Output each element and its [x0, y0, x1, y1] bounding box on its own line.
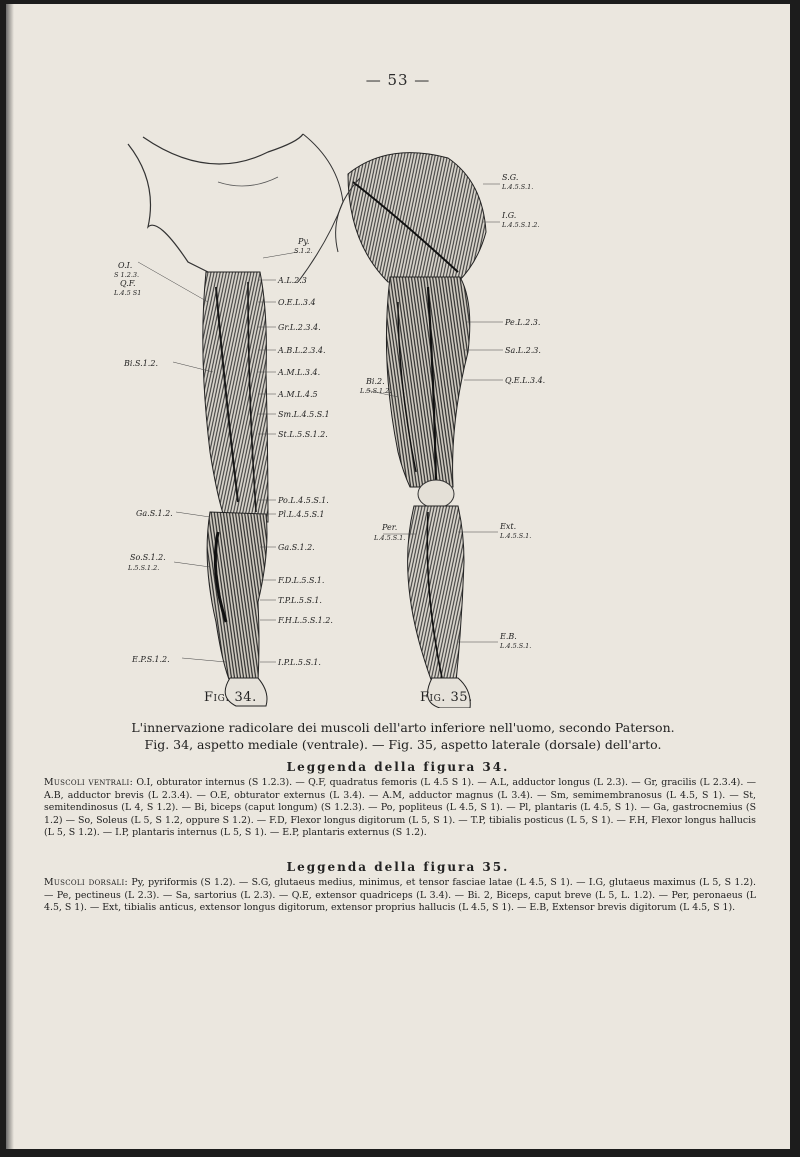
fig34-label-r6: A.M.L.3.4. — [278, 368, 321, 377]
figure-caption — [54, 719, 752, 753]
fig34-label-l2: Q.F. — [120, 279, 136, 288]
legend-35-text: Py, pyriformis (S 1.2). — S.G, glutaeus medius, minimus, et tensor fasciae latae (L 4.5, S 1). — I.G, glutaeus maximus (L 5, S 1.2). — Pe, pectineus (L 2.3). — Sa, sartorius (L 2.3). — Q.E, extensor quadriceps (L 3.4). — Bi. 2, Biceps, caput breve (L 5, L. 1.2). — Per, peronaeus (L 4.5, S 1). — Ext, tibialis anticus, extensor longus digitorum, extensor proprius hallucis (L 4.5, S 1). — E.B, Extensor brevis digitorum (L 4.5, S 1). — [44, 877, 756, 914]
legend-34-body — [44, 777, 756, 840]
fig34-label-r15: F.H.L.5.S.1.2. — [278, 616, 333, 625]
page-number: — 53 — — [365, 71, 431, 89]
binding-shadow — [6, 4, 14, 1149]
fig35-label-r2: I.G. — [502, 211, 517, 220]
fig34-label-r11: Pl.L.4.5.S.1 — [278, 510, 325, 519]
fig34-label-l3: L.4.5 S1 — [114, 289, 142, 297]
fig34-label-r10: Po.L.4.5.S.1. — [278, 496, 329, 505]
fig34-label-r1: S.1.2. — [294, 247, 313, 255]
fig34-label-r16: I.P.L.5.S.1. — [278, 658, 321, 667]
fig34-label-l5: Ga.S.1.2. — [136, 509, 173, 518]
fig34-label-r14: T.P.L.5.S.1. — [278, 596, 322, 605]
fig34-label-r0: Py. — [298, 237, 310, 246]
fig34-label-l0: O.I. — [118, 261, 133, 270]
caption-line-2: Fig. 34, aspetto mediale (ventrale). — Fig. 35, aspetto laterale (dorsale) dell'arto. — [144, 737, 662, 752]
fig35-label-l3: L.4.5.S.1. — [374, 534, 406, 542]
legend-34-lead: Muscoli ventrali: — [44, 777, 134, 788]
fig35-label-r6: Q.E.L.3.4. — [505, 376, 546, 385]
fig35-label-r8: L.4.5.S.1. — [500, 532, 532, 540]
fig34-label-r2: A.L.2.3 — [278, 276, 307, 285]
fig35-label-r10: L.4.5.S.1. — [500, 642, 532, 650]
fig34-label-r4: Gr.L.2.3.4. — [278, 323, 321, 332]
fig34-label-r8: Sm.L.4.5.S.1 — [278, 410, 330, 419]
legend-35-title: Leggenda della figura 35. — [286, 860, 510, 874]
fig34-label-l4: Bi.S.1.2. — [124, 359, 158, 368]
fig34-label-r5: A.B.L.2.3.4. — [278, 346, 326, 355]
fig34-label-l7: L.5.S.1.2. — [128, 564, 160, 572]
anatomical-plate — [98, 122, 576, 708]
fig34-label-l8: E.P.S.1.2. — [132, 655, 170, 664]
fig34-label-r3: O.E.L.3.4 — [278, 298, 316, 307]
leg-illustrations — [98, 122, 576, 708]
legend-35-body — [44, 877, 756, 915]
fig35-label-l1: L.5.S.1.2. — [360, 387, 392, 395]
fig35-label-r5: Sa.L.2.3. — [505, 346, 541, 355]
scanned-page — [6, 4, 790, 1149]
fig35-label-r1: L.4.5.S.1. — [502, 183, 534, 191]
fig34-label-r12: Ga.S.1.2. — [278, 543, 315, 552]
fig34-label-l6: So.S.1.2. — [130, 553, 166, 562]
figure-35-drawing — [336, 153, 503, 708]
fig35-label-l0: Bi.2. — [366, 377, 385, 386]
legend-34-text: O.I, obturator internus (S 1.2.3). — Q.F, quadratus femoris (L 4.5 S 1). — A.L, adductor longus (L 2.3). — Gr, gracilis (L 2.3.4). — A.B, adductor brevis (L 2.3.4). — O.E, obturator externus (L 3.4). — A.M, adductor magnus (L 3.4). — Sm, semimembranosus (L 4.5, S 1). — St, semitendinosus (L 4, S 1.2). — Bi, biceps (caput longum) (S 1.2.3). — Po, popliteus (L 4.5, S 1). — Pl, plantaris (L 4.5, S 1). — Ga, gastrocnemius (S 1.2) — So, Soleus (L 5, S 1.2, oppure S 1.2). — F.D, Flexor longus digitorum (L 5, S 1). — T.P, tibialis posticus (L 5, S 1). — F.H, Flexor longus hallucis (L 5, S 1.2). — I.P, plantaris internus (L 5, S 1). — E.P, plantaris externus (S 1.2). — [44, 777, 757, 839]
legend-34-title: Leggenda della figura 34. — [286, 760, 510, 774]
fig35-label-r4: Pe.L.2.3. — [505, 318, 541, 327]
figure-34-label: Fig. 34. — [204, 690, 257, 705]
fig35-label-r7: Ext. — [500, 522, 517, 531]
fig35-label-l2: Per. — [382, 523, 398, 532]
fig34-label-r13: F.D.L.5.S.1. — [278, 576, 325, 585]
caption-line-1: L'innervazione radicolare dei muscoli dell'arto inferiore nell'uomo, secondo Paterson. — [131, 720, 675, 735]
fig34-label-r7: A.M.L.4.5 — [278, 390, 318, 399]
fig35-label-r3: L.4.5.S.1.2. — [502, 221, 540, 229]
fig34-label-r9: St.L.5.S.1.2. — [278, 430, 328, 439]
fig34-label-l1: S 1.2.3. — [114, 271, 140, 279]
legend-35-lead: Muscoli dorsali: — [44, 877, 129, 888]
figure-35-label: Fig. 35. — [420, 690, 473, 705]
fig35-label-r0: S.G. — [502, 173, 519, 182]
fig35-label-r9: E.B. — [500, 632, 517, 641]
